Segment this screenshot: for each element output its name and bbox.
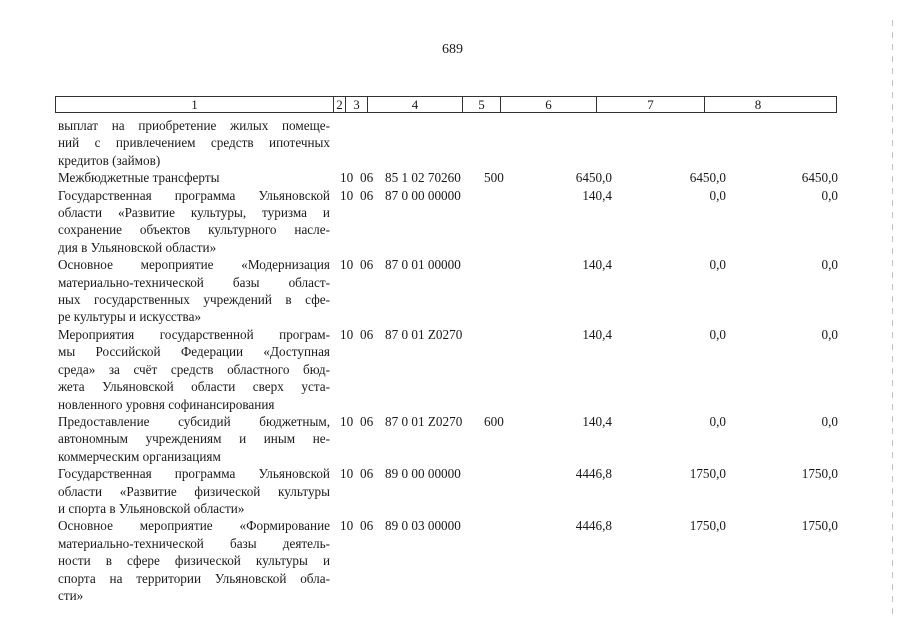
table-body <box>58 117 838 604</box>
cell-c6: 6450,0 <box>575 170 612 186</box>
cell-c6: 4446,8 <box>575 466 612 482</box>
row-name-line: Мероприятия государственной програм- <box>58 326 330 342</box>
cell-c4: 87 0 00 00000 <box>385 187 461 203</box>
row-name-line: сти» <box>58 587 84 603</box>
scan-artifact-edge <box>892 20 893 620</box>
header-col-8: 8 <box>754 97 762 112</box>
header-col-5: 5 <box>463 97 501 112</box>
row-name-line: сохранение объектов культурного насле- <box>58 222 330 238</box>
scan-artifact-bottom <box>0 630 905 632</box>
row-name-line: области «Развитие физической культуры <box>58 483 330 499</box>
cell-c8: 0,0 <box>821 326 838 342</box>
row-name <box>58 465 330 517</box>
row-name <box>58 187 330 257</box>
row-name-line: кредитов (займов) <box>58 152 161 168</box>
row-name-line: автономным учреждениям и иным не- <box>58 431 330 447</box>
cell-c7: 1750,0 <box>689 466 726 482</box>
cell-c7: 0,0 <box>709 413 726 429</box>
cell-c3: 06 <box>360 170 374 186</box>
row-name <box>58 169 330 186</box>
cell-c5: 600 <box>484 413 504 429</box>
page-number: 689 <box>442 42 463 57</box>
row-name-line: новленного уровня софинансирования <box>58 396 275 412</box>
cell-c2: 10 <box>340 518 354 534</box>
row-name-line: области «Развитие культуры, туризма и <box>58 205 330 221</box>
table-row <box>58 117 838 169</box>
cell-c2: 10 <box>340 170 354 186</box>
cell-c2: 10 <box>340 257 354 273</box>
cell-c8: 0,0 <box>821 413 838 429</box>
cell-c5: 500 <box>484 170 504 186</box>
scan-artifact-top <box>0 8 905 10</box>
header-col-4: 4 <box>368 97 463 112</box>
row-name-line: среда» за счёт средств областного бюд- <box>58 361 330 377</box>
row-name-line: Межбюджетные трансферты <box>58 170 220 186</box>
cell-c3: 06 <box>360 187 374 203</box>
row-name-line: и спорта в Ульяновской области» <box>58 500 245 516</box>
header-col-2: 2 <box>334 97 346 112</box>
row-name <box>58 256 330 326</box>
table-row <box>58 413 838 465</box>
row-name-line: дия в Ульяновской области» <box>58 239 217 255</box>
row-name-line: Государственная программа Ульяновской <box>58 187 330 203</box>
cell-c6: 140,4 <box>582 326 612 342</box>
row-name <box>58 517 330 604</box>
table-row <box>58 256 838 326</box>
row-name-line: ности в сфере физической культуры и <box>58 553 330 569</box>
cell-c8: 1750,0 <box>801 518 838 534</box>
cell-c7: 0,0 <box>709 187 726 203</box>
row-name-line: материально-технической базы област- <box>58 274 330 290</box>
cell-c8: 0,0 <box>821 187 838 203</box>
cell-c3: 06 <box>360 413 374 429</box>
row-name-line: Основное мероприятие «Формирование <box>58 518 330 534</box>
cell-c8: 6450,0 <box>801 170 838 186</box>
cell-c4: 89 0 03 00000 <box>385 518 461 534</box>
header-col-6: 6 <box>501 97 597 112</box>
cell-c7: 6450,0 <box>689 170 726 186</box>
header-col-7: 7 <box>597 97 705 112</box>
row-name-line: жета Ульяновской области сверх уста- <box>58 379 330 395</box>
cell-c3: 06 <box>360 466 374 482</box>
cell-c3: 06 <box>360 518 374 534</box>
cell-c7: 1750,0 <box>689 518 726 534</box>
cell-c2: 10 <box>340 326 354 342</box>
row-name-line: ний с привлечением средств ипотечных <box>58 135 330 151</box>
cell-c8: 1750,0 <box>801 466 838 482</box>
cell-c6: 140,4 <box>582 257 612 273</box>
cell-c4: 87 0 01 Z0270 <box>385 326 463 342</box>
table-header <box>55 96 837 113</box>
cell-c3: 06 <box>360 257 374 273</box>
table-row <box>58 187 838 257</box>
table-row <box>58 465 838 517</box>
cell-c2: 10 <box>340 466 354 482</box>
row-name-line: Основное мероприятие «Модернизация <box>58 257 330 273</box>
row-name-line: ре культуры и искусства» <box>58 309 202 325</box>
row-name-line: Предоставление субсидий бюджетным, <box>58 413 330 429</box>
table-row <box>58 517 838 604</box>
table-row <box>58 326 838 413</box>
cell-c6: 140,4 <box>582 187 612 203</box>
cell-c4: 87 0 01 Z0270 <box>385 413 463 429</box>
row-name-line: коммерческим организациям <box>58 448 221 464</box>
cell-c3: 06 <box>360 326 374 342</box>
table-row <box>58 169 838 186</box>
cell-c6: 4446,8 <box>575 518 612 534</box>
row-name-line: спорта на территории Ульяновской обла- <box>58 570 330 586</box>
row-name-line: выплат на приобретение жилых помеще- <box>58 118 330 133</box>
row-name-line: материально-технической базы деятель- <box>58 535 330 551</box>
cell-c2: 10 <box>340 187 354 203</box>
cell-c4: 85 1 02 70260 <box>385 170 461 186</box>
cell-c2: 10 <box>340 413 354 429</box>
cell-c4: 87 0 01 00000 <box>385 257 461 273</box>
row-name <box>58 413 330 465</box>
cell-c7: 0,0 <box>709 326 726 342</box>
row-name-line: Государственная программа Ульяновской <box>58 466 330 482</box>
row-name-line: мы Российской Федерации «Доступная <box>58 344 330 360</box>
row-name <box>58 326 330 413</box>
header-col-3: 3 <box>346 97 368 112</box>
cell-c6: 140,4 <box>582 413 612 429</box>
cell-c4: 89 0 00 00000 <box>385 466 461 482</box>
cell-c8: 0,0 <box>821 257 838 273</box>
row-name-line: ных государственных учреждений в сфе- <box>58 292 330 308</box>
header-col-1: 1 <box>56 97 334 112</box>
cell-c7: 0,0 <box>709 257 726 273</box>
row-name <box>58 117 330 169</box>
